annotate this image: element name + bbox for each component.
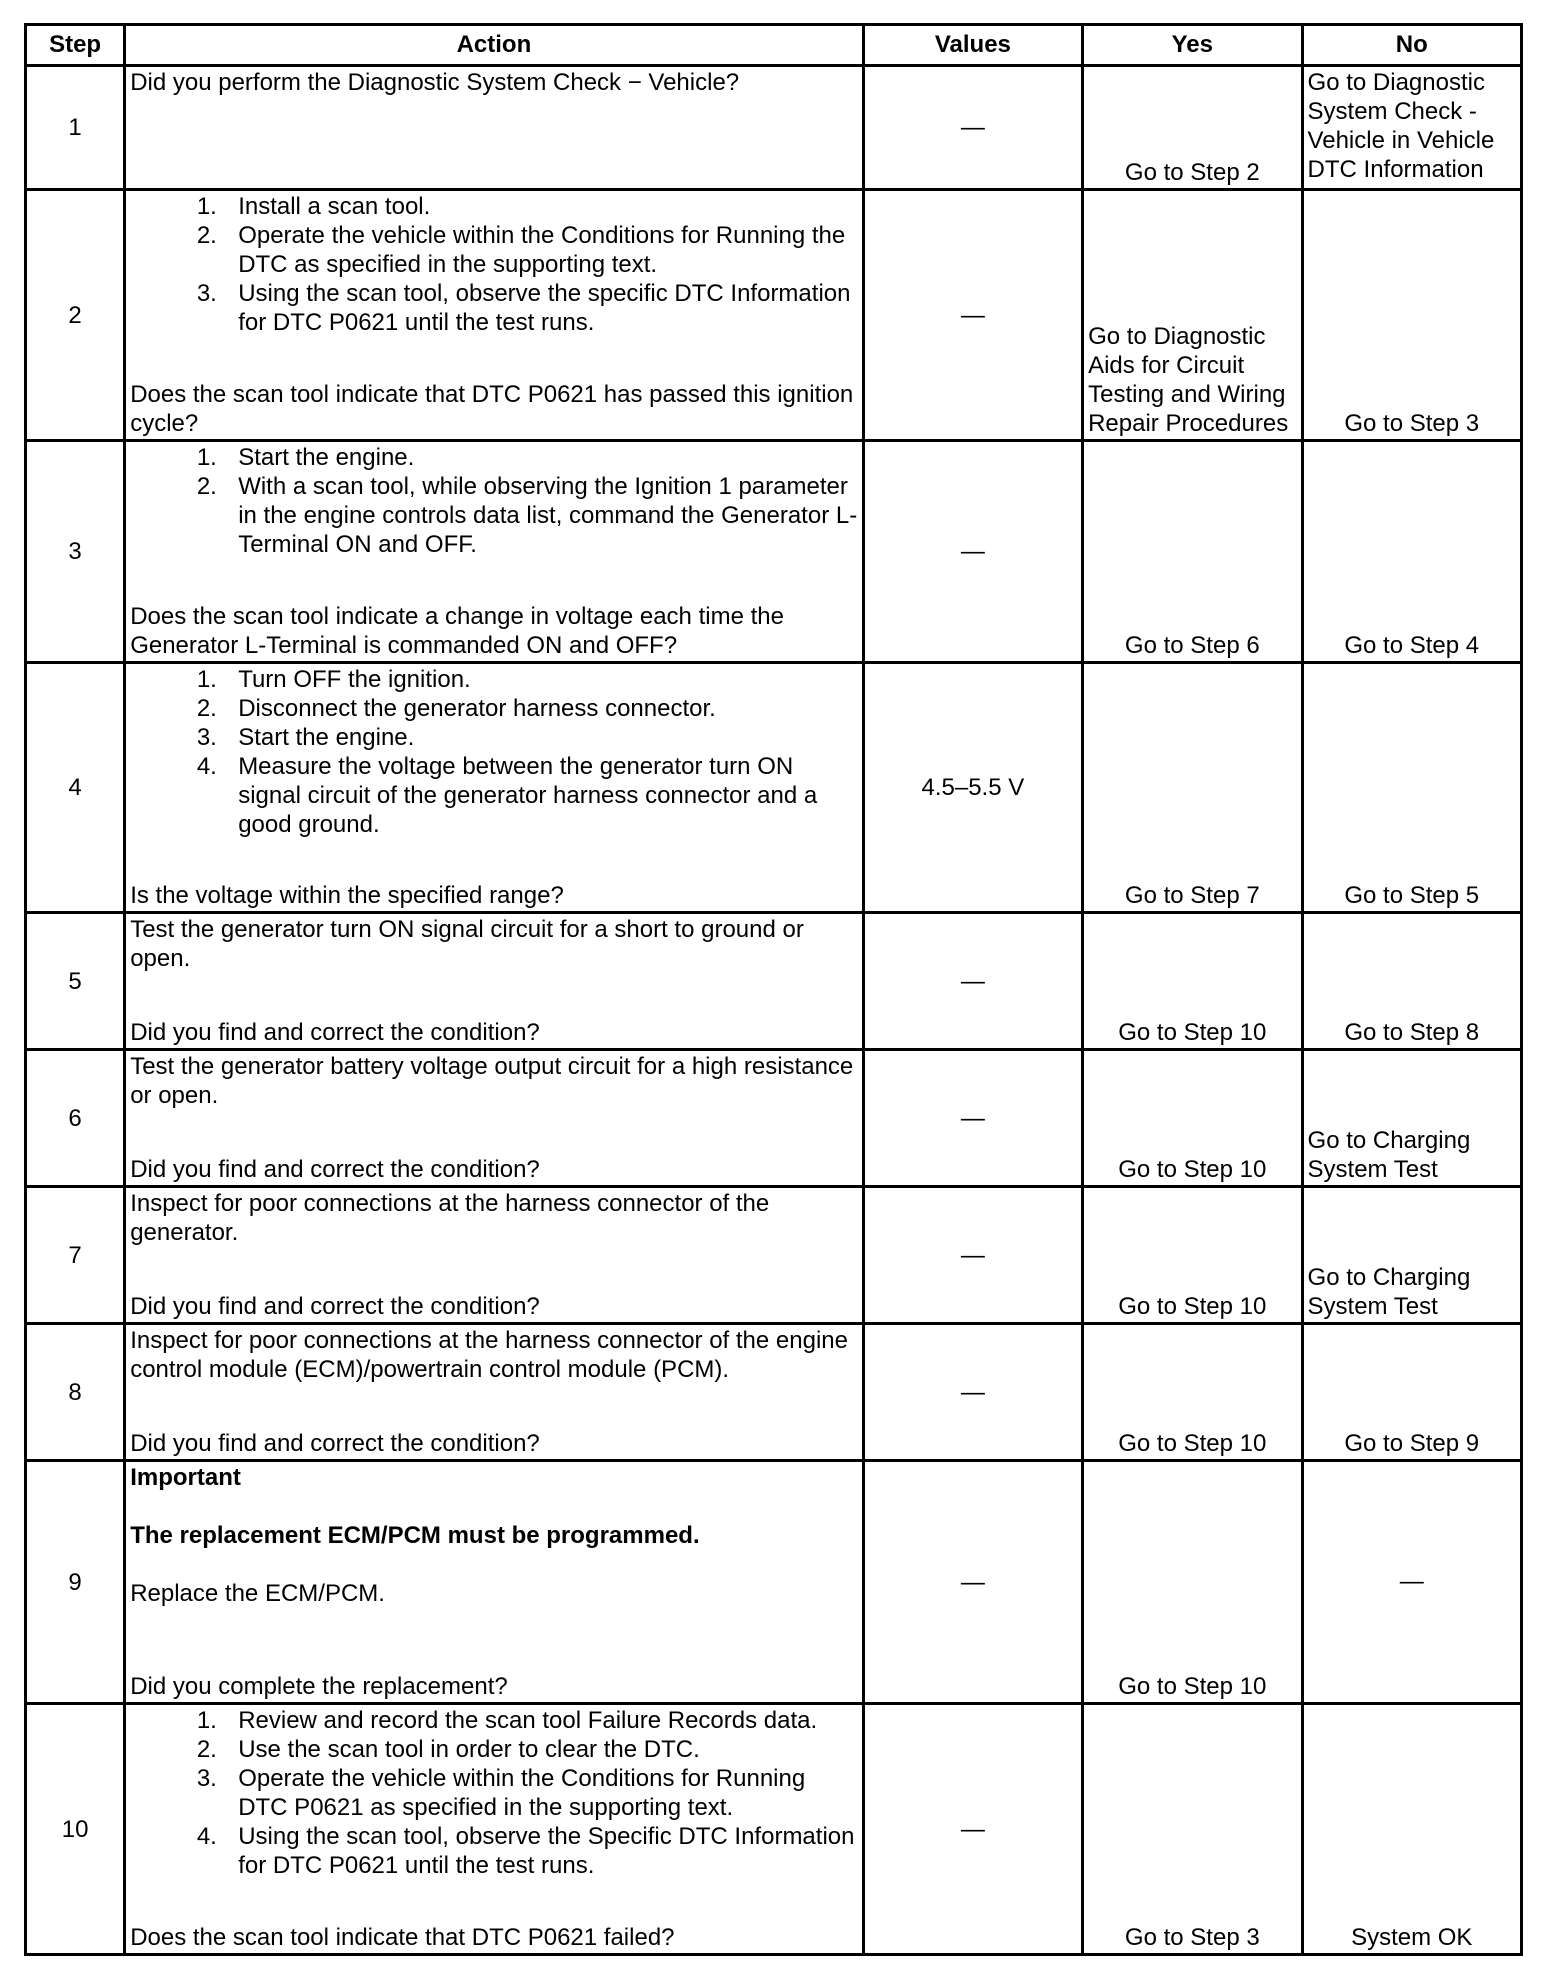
action-content	[126, 1325, 861, 1459]
yes-content	[1084, 1462, 1300, 1702]
action-question: Did you find and correct the condition?	[130, 1293, 540, 1320]
action-text: Did you perform the Diagnostic System Check − Vehicle?	[130, 69, 740, 96]
step-number: 4	[26, 663, 125, 913]
action-cell	[125, 190, 863, 441]
procedure-list	[130, 665, 857, 839]
procedure-item: 1. Install a scan tool.	[230, 192, 857, 221]
no-content	[1304, 1051, 1520, 1185]
no-cell	[1302, 1461, 1521, 1704]
action-question-wrap	[130, 1923, 857, 1952]
no-cell	[1302, 913, 1521, 1050]
step-number: 5	[26, 913, 125, 1050]
action-question: Did you find and correct the condition?	[130, 1156, 540, 1183]
procedure-list	[130, 1706, 857, 1880]
step-number: 7	[26, 1187, 125, 1324]
yes-cell	[1083, 663, 1302, 913]
action-cell	[125, 663, 863, 913]
step-number: 9	[26, 1461, 125, 1704]
step-number: 8	[26, 1324, 125, 1461]
action-text: Test the generator turn ON signal circuit for a short to ground or open.	[130, 916, 804, 972]
action-cell	[125, 441, 863, 663]
table-row	[26, 663, 1522, 913]
action-cell	[125, 1704, 863, 1955]
yes-link[interactable]: Go to Step 3	[1124, 1924, 1260, 1951]
yes-content	[1084, 1188, 1300, 1322]
action-cell	[125, 1324, 863, 1461]
action-question-wrap	[130, 1018, 857, 1047]
yes-cell	[1083, 1704, 1302, 1955]
yes-cell	[1083, 66, 1302, 190]
yes-content	[1084, 67, 1300, 188]
no-link[interactable]: Go to Charging System Test	[1307, 1127, 1471, 1183]
yes-content	[1084, 191, 1300, 439]
no-content	[1304, 67, 1520, 188]
step-number: 2	[26, 190, 125, 441]
header-values: Values	[863, 25, 1082, 66]
values-cell: —	[863, 1050, 1082, 1187]
yes-link[interactable]: Go to Step 10	[1118, 1019, 1267, 1046]
table-row	[26, 66, 1522, 190]
action-instructions	[130, 68, 857, 97]
action-question: Did you find and correct the condition?	[130, 1019, 540, 1046]
action-question-wrap	[130, 1155, 857, 1184]
yes-cell	[1083, 913, 1302, 1050]
no-cell	[1302, 190, 1521, 441]
action-text: Inspect for poor connections at the harness connector of the engine control module (ECM)/powertrain control module (PCM).	[130, 1327, 848, 1383]
procedure-item: 2. With a scan tool, while observing the Ignition 1 parameter in the engine controls data list, command the Generator L-Terminal ON and OFF.	[230, 472, 857, 559]
action-instructions	[130, 192, 857, 337]
action-cell	[125, 1461, 863, 1704]
action-cell	[125, 66, 863, 190]
action-question: Does the scan tool indicate that DTC P0621 has passed this ignition cycle?	[130, 381, 854, 437]
action-instructions	[130, 915, 857, 973]
yes-content	[1084, 1325, 1300, 1459]
yes-link[interactable]: Go to Step 10	[1118, 1156, 1267, 1183]
no-cell	[1302, 663, 1521, 913]
action-content	[126, 664, 861, 911]
table-row	[26, 1704, 1522, 1955]
no-link[interactable]: Go to Diagnostic System Check - Vehicle in Vehicle DTC Information	[1307, 69, 1495, 183]
action-instructions	[130, 1463, 857, 1608]
procedure-item: 4. Measure the voltage between the generator turn ON signal circuit of the generator harness connector and a good ground.	[230, 752, 857, 839]
no-content	[1304, 191, 1520, 439]
table-row	[26, 1187, 1522, 1324]
step-number: 3	[26, 441, 125, 663]
procedure-item: 4. Using the scan tool, observe the Specific DTC Information for DTC P0621 until the test runs.	[230, 1822, 857, 1880]
yes-link[interactable]: Go to Step 2	[1124, 159, 1260, 186]
no-cell	[1302, 1324, 1521, 1461]
important-note: The replacement ECM/PCM must be programmed.	[130, 1522, 700, 1549]
no-content	[1304, 442, 1520, 661]
action-content	[126, 67, 861, 188]
yes-content	[1084, 1705, 1300, 1953]
values-cell: 4.5–5.5 V	[863, 663, 1082, 913]
action-question: Does the scan tool indicate that DTC P0621 failed?	[130, 1924, 675, 1951]
header-yes: Yes	[1083, 25, 1302, 66]
action-text: Test the generator battery voltage output circuit for a high resistance or open.	[130, 1053, 854, 1109]
yes-link[interactable]: Go to Step 10	[1118, 1430, 1267, 1457]
procedure-item: 2. Use the scan tool in order to clear the DTC.	[230, 1735, 857, 1764]
no-cell	[1302, 1187, 1521, 1324]
yes-content	[1084, 914, 1300, 1048]
no-cell	[1302, 1050, 1521, 1187]
action-content	[126, 191, 861, 439]
yes-cell	[1083, 1461, 1302, 1704]
no-link[interactable]: Go to Step 5	[1344, 882, 1480, 909]
table-row	[26, 913, 1522, 1050]
procedure-item: 3. Using the scan tool, observe the specific DTC Information for DTC P0621 until the test runs.	[230, 279, 857, 337]
no-cell	[1302, 441, 1521, 663]
values-cell: —	[863, 66, 1082, 190]
action-text: Inspect for poor connections at the harness connector of the generator.	[130, 1190, 770, 1246]
action-question-wrap	[130, 1429, 857, 1458]
action-instructions	[130, 1052, 857, 1110]
yes-link[interactable]: Go to Step 10	[1118, 1673, 1267, 1700]
procedure-item: 3. Start the engine.	[230, 723, 857, 752]
values-cell: —	[863, 1187, 1082, 1324]
no-cell	[1302, 1704, 1521, 1955]
yes-cell	[1083, 1050, 1302, 1187]
yes-link[interactable]: Go to Diagnostic Aids for Circuit Testing and Wiring Repair Procedures	[1088, 323, 1289, 437]
no-content	[1304, 1705, 1520, 1953]
no-content	[1304, 1325, 1520, 1459]
yes-cell	[1083, 1187, 1302, 1324]
values-cell: —	[863, 913, 1082, 1050]
action-question: Does the scan tool indicate a change in voltage each time the Generator L-Terminal is commanded ON and OFF?	[130, 603, 784, 659]
yes-cell	[1083, 1324, 1302, 1461]
action-instructions	[130, 665, 857, 839]
procedure-item: 1. Review and record the scan tool Failure Records data.	[230, 1706, 857, 1735]
action-question-wrap	[130, 1672, 857, 1701]
no-link[interactable]: Go to Charging System Test	[1307, 1264, 1471, 1320]
header-step: Step	[26, 25, 125, 66]
values-cell: —	[863, 441, 1082, 663]
action-instructions	[130, 443, 857, 559]
step-number: 1	[26, 66, 125, 190]
diagnostic-table	[24, 23, 1523, 1956]
no-content	[1304, 1462, 1520, 1702]
procedure-item: 2. Disconnect the generator harness connector.	[230, 694, 857, 723]
table-row	[26, 1050, 1522, 1187]
action-instructions	[130, 1326, 857, 1384]
yes-content	[1084, 442, 1300, 661]
action-question-wrap	[130, 881, 857, 910]
procedure-list	[130, 443, 857, 559]
no-link[interactable]: Go to Step 3	[1344, 410, 1480, 437]
action-content	[126, 1705, 861, 1953]
action-instructions	[130, 1189, 857, 1247]
header-no: No	[1302, 25, 1521, 66]
step-number: 10	[26, 1704, 125, 1955]
values-cell: —	[863, 1704, 1082, 1955]
values-cell: —	[863, 1461, 1082, 1704]
header-action: Action	[125, 25, 863, 66]
action-cell	[125, 1187, 863, 1324]
table-row	[26, 190, 1522, 441]
action-content	[126, 442, 861, 661]
action-question-wrap	[130, 380, 857, 438]
no-content	[1304, 664, 1520, 911]
yes-cell	[1083, 190, 1302, 441]
values-cell: —	[863, 1324, 1082, 1461]
action-question: Did you find and correct the condition?	[130, 1430, 540, 1457]
procedure-item: 2. Operate the vehicle within the Conditions for Running the DTC as specified in the supporting text.	[230, 221, 857, 279]
action-content	[126, 914, 861, 1048]
action-content	[126, 1188, 861, 1322]
procedure-item: 1. Turn OFF the ignition.	[230, 665, 857, 694]
no-cell	[1302, 66, 1521, 190]
action-question: Did you complete the replacement?	[130, 1673, 508, 1700]
procedure-list	[130, 192, 857, 337]
procedure-item: 1. Start the engine.	[230, 443, 857, 472]
yes-cell	[1083, 441, 1302, 663]
action-text: Replace the ECM/PCM.	[130, 1580, 385, 1607]
header-row	[26, 25, 1522, 66]
yes-link[interactable]: Go to Step 7	[1124, 882, 1260, 909]
action-cell	[125, 913, 863, 1050]
action-question-wrap	[130, 602, 857, 660]
important-label: Important	[130, 1464, 241, 1491]
values-cell: —	[863, 190, 1082, 441]
no-link[interactable]: Go to Step 9	[1344, 1430, 1480, 1457]
no-link[interactable]: Go to Step 8	[1344, 1019, 1480, 1046]
yes-link[interactable]: Go to Step 6	[1124, 632, 1260, 659]
action-content	[126, 1462, 861, 1702]
action-content	[126, 1051, 861, 1185]
table-row	[26, 1324, 1522, 1461]
no-link: —	[1399, 1568, 1424, 1595]
no-link[interactable]: System OK	[1351, 1924, 1473, 1951]
table-row	[26, 1461, 1522, 1704]
action-instructions	[130, 1706, 857, 1880]
yes-link[interactable]: Go to Step 10	[1118, 1293, 1267, 1320]
no-link[interactable]: Go to Step 4	[1344, 632, 1480, 659]
no-content	[1304, 914, 1520, 1048]
table-row	[26, 441, 1522, 663]
action-question: Is the voltage within the specified range?	[130, 882, 564, 909]
yes-content	[1084, 1051, 1300, 1185]
procedure-item: 3. Operate the vehicle within the Conditions for Running DTC P0621 as specified in the supporting text.	[230, 1764, 857, 1822]
no-content	[1304, 1188, 1520, 1322]
action-question-wrap	[130, 1292, 857, 1321]
yes-content	[1084, 664, 1300, 911]
action-cell	[125, 1050, 863, 1187]
step-number: 6	[26, 1050, 125, 1187]
